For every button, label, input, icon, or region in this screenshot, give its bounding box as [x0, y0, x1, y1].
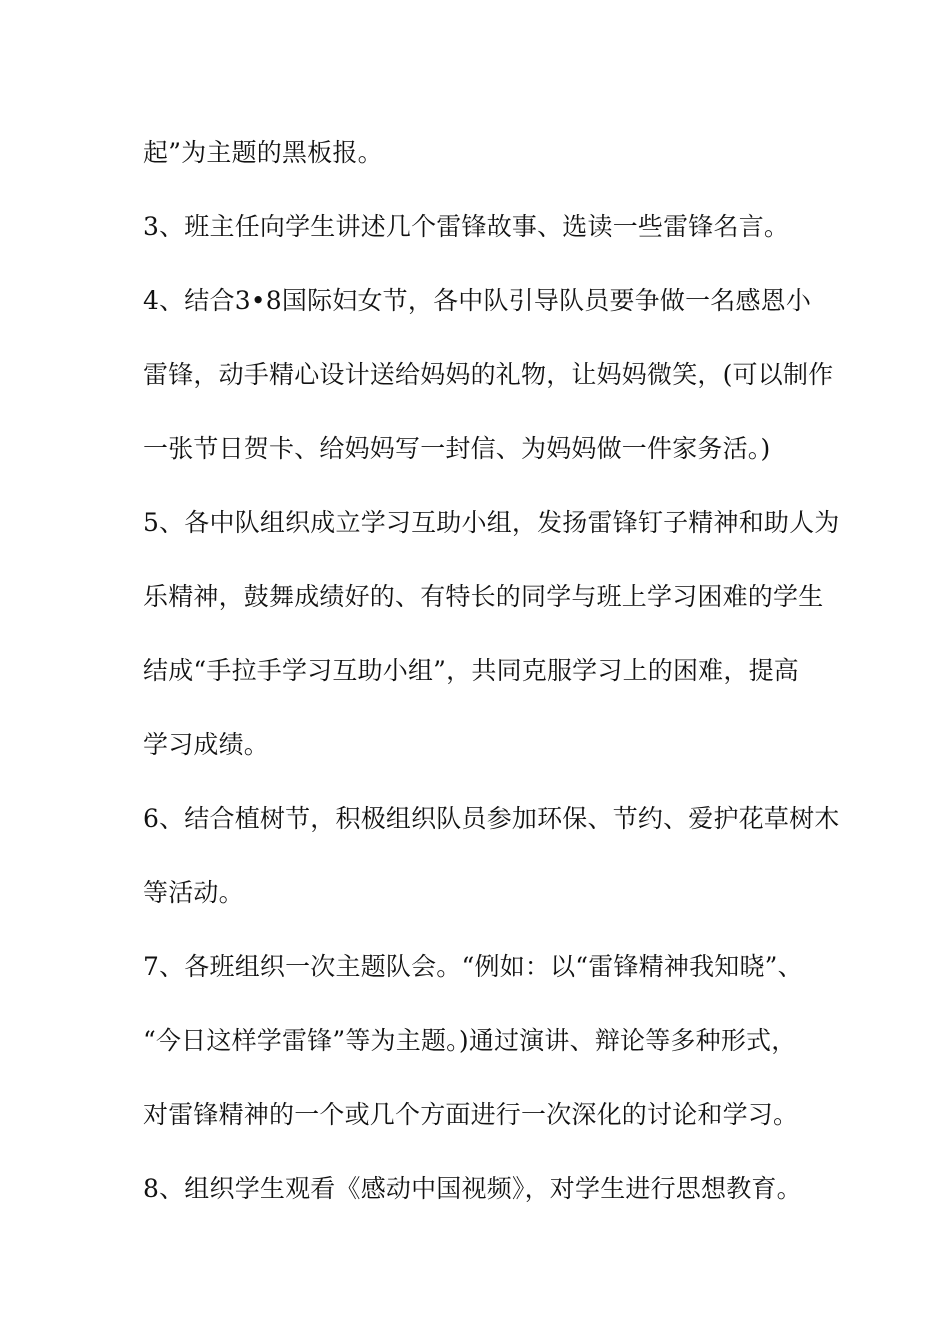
text-line: 结成“手拉手学习互助小组”，共同克服学习上的困难，提高 [143, 656, 799, 685]
text-line: 5、各中队组织成立学习互助小组，发扬雷锋钉子精神和助人为 [143, 508, 840, 537]
text-line: 乐精神，鼓舞成绩好的、有特长的同学与班上学习困难的学生 [143, 582, 824, 611]
text-line: “今日这样学雷锋”等为主题。)通过演讲、辩论等多种形式， [143, 1026, 797, 1055]
text-line: 7、各班组织一次主题队会。“例如：以“雷锋精神我知晓”、 [143, 952, 803, 981]
text-line: 雷锋，动手精心设计送给妈妈的礼物，让妈妈微笑，(可以制作 [143, 360, 834, 389]
text-line: 等活动。 [143, 878, 244, 907]
text-line: 一张节日贺卡、给妈妈写一封信、为妈妈做一件家务活。) [143, 434, 771, 463]
text-line: 起”为主题的黑板报。 [143, 138, 383, 167]
text-line: 对雷锋精神的一个或几个方面进行一次深化的讨论和学习。 [143, 1100, 799, 1129]
text-line: 3、班主任向学生讲述几个雷锋故事、选读一些雷锋名言。 [143, 212, 790, 241]
text-line: 8、组织学生观看《感动中国视频》，对学生进行思想教育。 [143, 1174, 802, 1203]
text-line: 学习成绩。 [143, 730, 270, 759]
text-line: 6、结合植树节，积极组织队员参加环保、节约、爱护花草树木 [143, 804, 840, 833]
text-line: 4、结合3•8国际妇女节，各中队引导队员要争做一名感恩小 [143, 286, 812, 315]
